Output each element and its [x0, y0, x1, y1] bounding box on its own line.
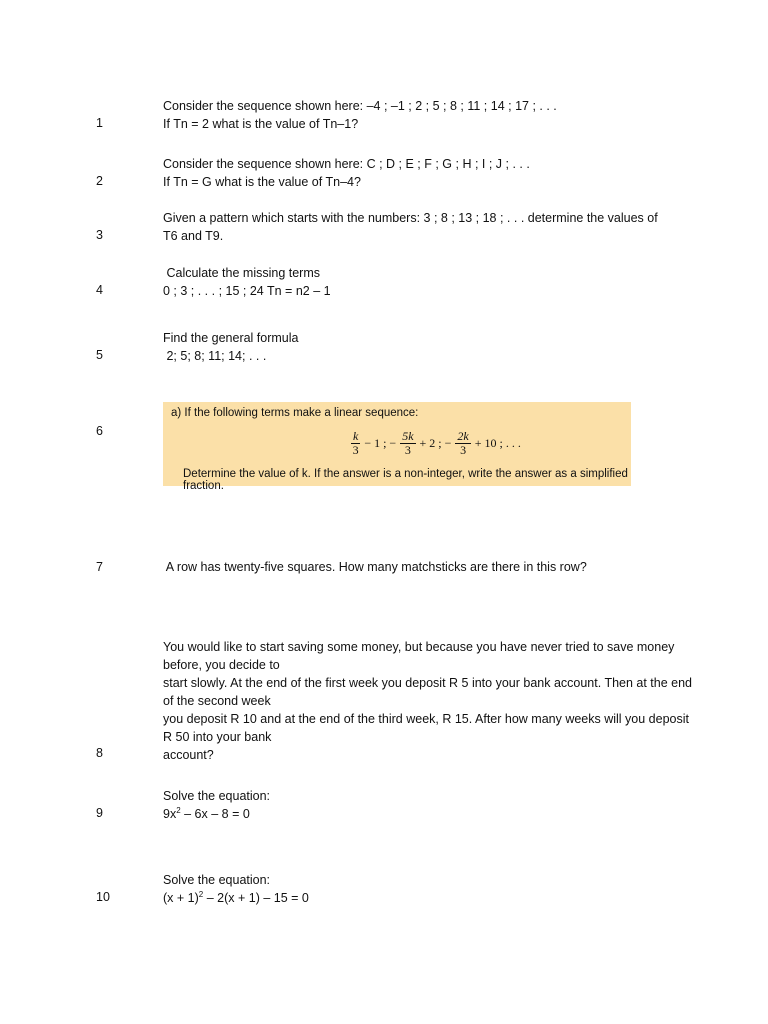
question-text: T6 and T9.	[163, 229, 224, 243]
question-text: If Tn = 2 what is the value of Tn–1?	[163, 117, 359, 131]
question-text: start slowly. At the end of the first week you deposit R 5 into your bank account. Then at the end of the second week	[163, 676, 693, 708]
question-6-excerpt	[163, 402, 631, 492]
question-text: You would like to start saving some money, but because you have never tried to save money before, you decide to	[163, 640, 675, 672]
question-text: Solve the equation:	[163, 873, 271, 887]
question-number: 4	[96, 283, 103, 297]
fraction: $\frac{2k}{3}$	[457, 429, 469, 457]
question-4	[163, 264, 683, 300]
question-text: 0 ; 3 ; . . . ; 15 ; 24 Tn = n2 – 1	[163, 284, 331, 298]
question-text: Consider the sequence shown here: C ; D ; E ; F ; G ; H ; I ; J ; . . .	[163, 157, 530, 171]
question-number: 6	[96, 424, 103, 438]
question-text: Given a pattern which starts with the numbers: 3 ; 8 ; 13 ; 18 ; . . . determine the values of	[163, 211, 658, 225]
question-number: 8	[96, 746, 103, 760]
question-number: 2	[96, 174, 103, 188]
question-text: you deposit R 10 and at the end of the third week, R 15. After how many weeks will you deposit R 50 into your bank	[163, 712, 689, 744]
question-number: 9	[96, 806, 103, 820]
question-text: If Tn = G what is the value of Tn–4?	[163, 175, 361, 189]
fraction: $\frac{5k}{3}$	[402, 429, 414, 457]
question-1	[163, 97, 683, 133]
question-number: 3	[96, 228, 103, 242]
question-text: Find the general formula	[163, 331, 299, 345]
fraction: $\frac{k}{3}$	[352, 429, 359, 457]
question-3	[163, 209, 683, 245]
question-5	[163, 329, 683, 365]
question-number: 7	[96, 560, 103, 574]
sequence-terms: $\frac{k}{3}$ − 1 ; − $\frac{5k}{3}$ + 2 ; − $\frac{2k}{3}$ + 10 ; . . .	[352, 429, 521, 457]
question-number: 5	[96, 348, 103, 362]
question-text: Calculate the missing terms	[163, 266, 321, 280]
question-number: 10	[96, 890, 110, 904]
equation: $(x + 1)^2 - 2(x + 1) - 15 = 0$	[163, 889, 309, 905]
question-text: A row has twenty-five squares. How many matchsticks are there in this row?	[163, 560, 587, 574]
question-number: 1	[96, 116, 103, 130]
question-text: account?	[163, 748, 214, 762]
question-text: 2; 5; 8; 11; 14; . . .	[163, 349, 267, 363]
question-9	[163, 787, 683, 823]
question-10	[163, 871, 683, 907]
question-8	[163, 638, 693, 764]
question-text: Solve the equation:	[163, 789, 271, 803]
question-text: Consider the sequence shown here: –4 ; –1 ; 2 ; 5 ; 8 ; 11 ; 14 ; 17 ; . . .	[163, 99, 557, 113]
question-2	[163, 155, 683, 191]
excerpt-intro: a) If the following terms make a linear sequence:	[171, 407, 419, 419]
excerpt-instruction: Determine the value of k. If the answer is a non-integer, write the answer as a simplified fraction.	[183, 468, 628, 492]
question-7	[163, 558, 683, 576]
equation: $9x^2 - 6x - 8 = 0$	[163, 805, 250, 821]
